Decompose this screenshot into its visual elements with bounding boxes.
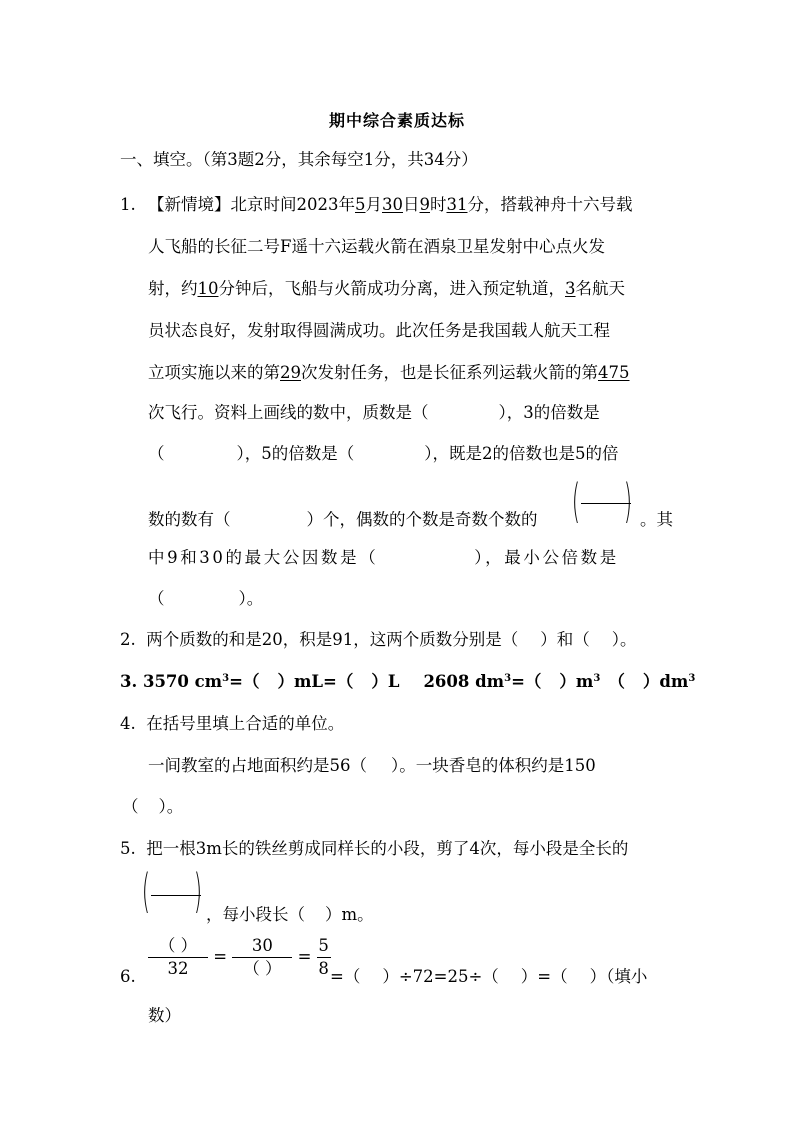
fraction-1: $\frac{( )}{32}$ — [148, 936, 208, 979]
section-heading: 一、填空。（第3题2分，其余每空1分，共34分） — [120, 150, 478, 169]
question-4: 4. 在括号里填上合适的单位。 — [120, 714, 345, 733]
question-4-line-2: 一间教室的占地面积约是56（ ）。一块香皂的体积约是150 — [148, 756, 596, 775]
question-1-line-3: 射，约10分钟后，飞船与火箭成功分离，进入预定轨道，3名航天 — [148, 279, 625, 298]
question-2: 2. 两个质数的和是20，积是91，这两个质数分别是（ ）和（ ）。 — [120, 630, 637, 649]
question-1-line-7: （ ），5的倍数是（ ），既是2的倍数也是5的倍 — [148, 444, 619, 463]
question-1-line-1: 【新情境】北京时间2023年5月30日9时31分，搭载神舟十六号载 — [148, 195, 633, 214]
question-5-line-2: ，每小段长（ ）m。 — [206, 905, 374, 924]
question-1-line-5: 立项实施以来的第29次发射任务，也是长征系列运载火箭的第475 — [148, 363, 630, 382]
fraction-answer-blank[interactable]: ( ) — [571, 474, 633, 528]
question-1-line-6: 次飞行。资料上画线的数中，质数是（ ），3的倍数是 — [148, 403, 600, 422]
question-4-line-3: （ ）。 — [122, 797, 184, 816]
question-1-line-10: （ ）。 — [148, 589, 264, 608]
question-6-number: 6. — [120, 967, 136, 986]
fraction-2: $\frac{30}{( )}$ — [232, 936, 292, 979]
answer-blank[interactable]: （ ） — [243, 959, 282, 978]
fraction-3: $\frac{5}{8}$ — [318, 936, 329, 978]
question-5: 5. 把一根3m长的铁丝剪成同样长的小段，剪了4次，每小段是全长的 — [120, 839, 629, 858]
page-title: 期中综合素质达标 — [328, 111, 465, 130]
question-6-fractions: $\frac{( )}{32}$ = $\frac{30}{( )}$ = $\frac{5}{8}$ — [148, 936, 331, 979]
question-1-line-8-end: 。其 — [640, 510, 673, 529]
fraction-answer-blank[interactable]: ( ) — [141, 864, 203, 918]
question-1-line-2: 人飞船的长征二号F遥十六运载火箭在酒泉卫星发射中心点火发 — [148, 237, 605, 256]
question-3: 3. 3570 $cm^3=$（ ）mL=（ ）L 2608 $dm^3=$（ ）$m^3$ （ ）$dm^3$ — [120, 672, 696, 691]
question-6-line-2: 数） — [148, 1006, 181, 1025]
question-1-line-4: 员状态良好，发射取得圆满成功。此次任务是我国载人航天工程 — [148, 321, 610, 340]
question-1-number: 1. — [120, 195, 136, 214]
answer-blank[interactable]: （ ） — [158, 936, 198, 955]
question-6-line-1: =（ ）÷72=25÷（ ）=（ ）（填小 — [330, 967, 648, 986]
question-1-line-9: 中9和30的最大公因数是（ ），最小公倍数是 — [148, 548, 619, 567]
question-1-line-8: 数的数有（ ）个，偶数的个数是奇数个数的 — [148, 510, 538, 529]
